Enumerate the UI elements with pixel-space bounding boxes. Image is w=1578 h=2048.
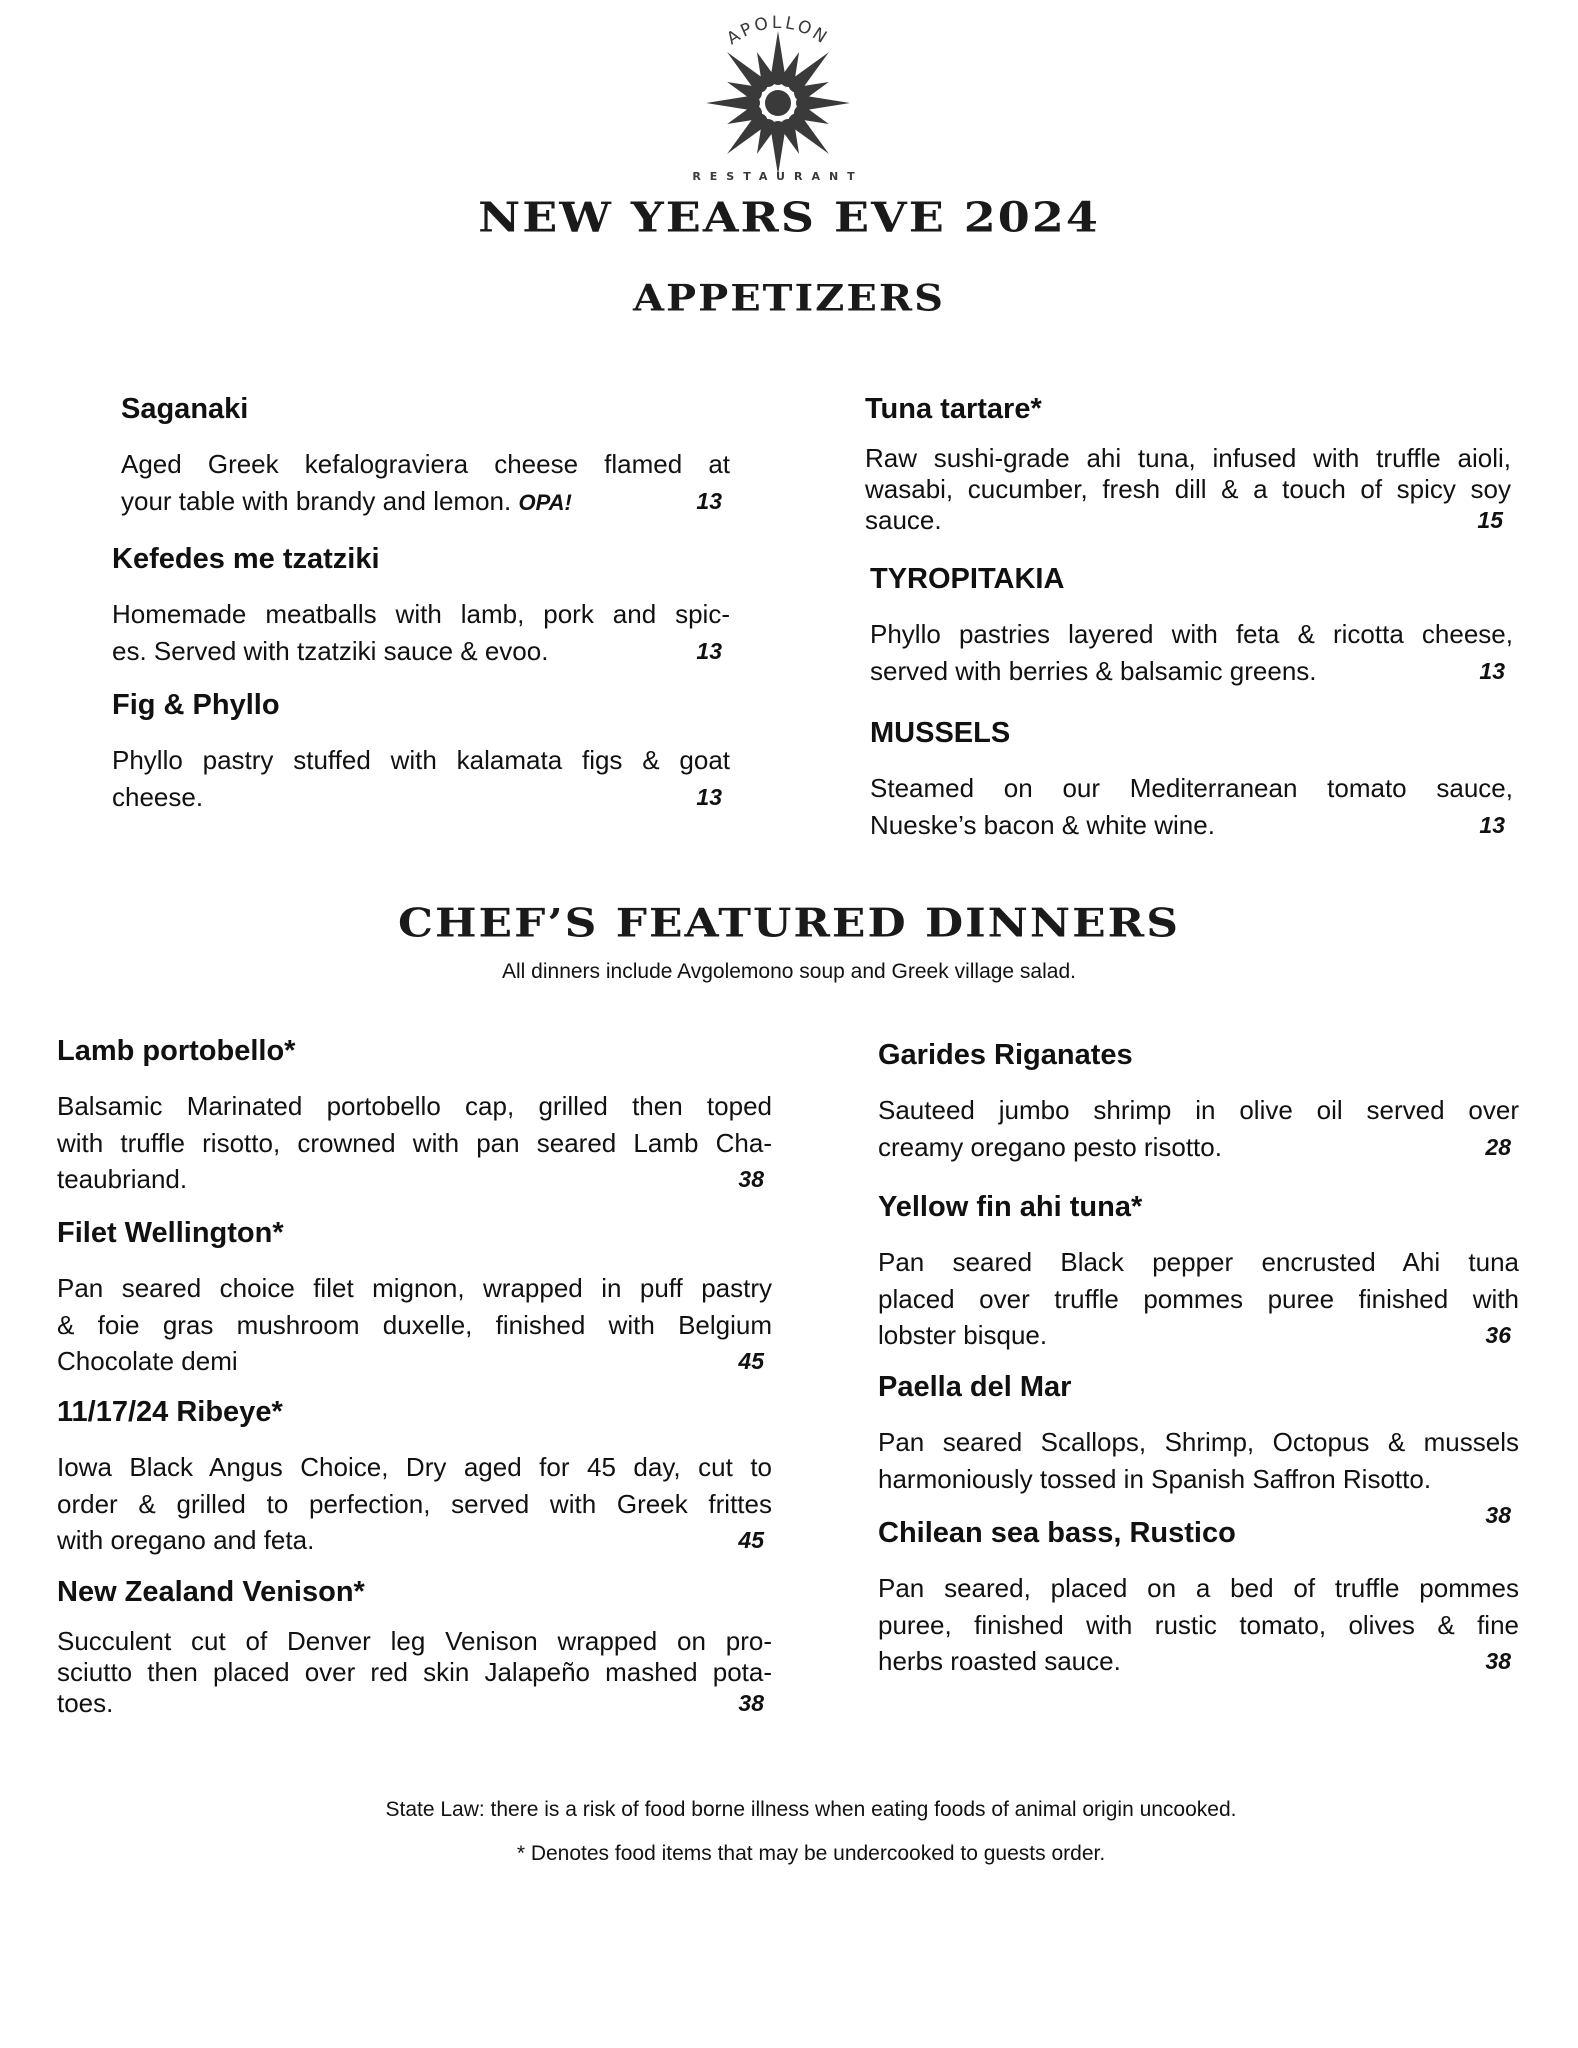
description-line [57,1125,772,1162]
item-description [865,443,1511,536]
description-line [57,1307,772,1344]
description-text: puree, finished with rustic tomato, olives & fine [878,1609,1519,1640]
description-text: Raw sushi-grade ahi tuna, infused with truffle aioli, [865,443,1511,473]
description-line [57,1161,772,1198]
item-price: 45 [738,1348,764,1374]
appetizer-item [870,561,1513,689]
description-text: herbs roasted sauce. [878,1646,1121,1676]
apollon-logo [688,8,868,183]
description-line [878,1092,1519,1129]
description-text: sauce. [865,505,942,535]
description-text: creamy oregano pesto risotto. [878,1131,1222,1162]
description-line [878,1461,1519,1498]
description-line [870,616,1513,653]
description-text: with oregano and feta. [57,1525,315,1555]
description-text: Balsamic Marinated portobello cap, grilled then toped [57,1091,772,1121]
item-price: 13 [1479,657,1505,684]
description-text: with truffle risotto, crowned with pan seared Lamb Cha- [57,1127,772,1158]
svg-text:RESTAURANT: RESTAURANT [692,170,864,183]
description-text: lobster bisque. [878,1320,1048,1350]
appetizer-item [112,541,730,669]
item-name: MUSSELS [870,717,1011,749]
item-name: Chilean sea bass, Rustico [878,1517,1236,1549]
description-line [57,1486,772,1523]
item-name: Saganaki [121,393,249,425]
description-line [878,1643,1519,1680]
description-line [57,1088,772,1125]
dinner-item [878,1189,1519,1354]
item-price: 38 [1485,1501,1511,1528]
item-price: 13 [696,487,722,514]
description-line [112,779,730,816]
description-text: your table with brandy and lemon. [121,485,512,516]
description-line [878,1424,1519,1461]
item-price: 38 [738,1166,764,1192]
item-name: Filet Wellington* [57,1217,284,1249]
description-text: Chocolate demi [57,1346,238,1376]
item-price: 36 [1485,1322,1511,1348]
description-text: served with berries & balsamic greens. [870,655,1317,686]
item-price: 38 [738,1690,764,1716]
dinners-subheading: All dinners include Avgolemono soup and Greek village salad. [502,960,1076,983]
description-text: Pan seared, placed on a bed of truffle pommes [878,1573,1519,1603]
description-text: order & grilled to perfection, served with Greek frittes [57,1488,772,1519]
description-line [878,1570,1519,1607]
description-text: Pan seared choice filet mignon, wrapped in puff pastry [57,1273,772,1303]
description-line [57,1449,772,1486]
description-text: Homemade meatballs with lamb, pork and spic- [112,599,730,629]
description-line [57,1657,772,1688]
description-line [870,770,1513,807]
item-description [878,1092,1519,1165]
description-line [112,633,730,670]
item-name: Lamb portobello* [57,1035,296,1067]
description-text: Phyllo pastry stuffed with kalamata figs & goat [112,745,730,775]
description-line [57,1688,772,1719]
dinner-item [57,1033,772,1198]
item-description [112,742,730,815]
description-line [121,446,730,483]
item-price: 13 [696,637,722,664]
item-name: Tuna tartare* [865,393,1042,425]
description-line [57,1343,772,1380]
opa-exclaim: OPA! [518,489,572,515]
appetizer-item [112,687,730,815]
svg-text:APOLLON: APOLLON [723,12,833,50]
description-text: Nueske’s bacon & white wine. [870,809,1215,840]
description-text: es. Served with tzatziki sauce & evoo. [112,635,549,666]
item-price: 28 [1485,1133,1511,1160]
description-line [112,596,730,633]
description-line [865,443,1511,474]
appetizer-item [865,391,1511,536]
item-name: 11/17/24 Ribeye* [57,1396,283,1428]
item-description [878,1244,1519,1354]
description-line [112,742,730,779]
description-text: toes. [57,1688,114,1718]
dinner-item [57,1574,772,1719]
item-description [870,770,1513,843]
item-description [878,1424,1519,1528]
description-text: Sauteed jumbo shrimp in olive oil served over [878,1095,1519,1125]
description-text: Aged Greek kefalograviera cheese flamed at [121,449,730,479]
description-text: harmoniously tossed in Spanish Saffron Risotto. [878,1463,1432,1494]
sunburst-logo-icon [688,8,868,183]
item-name: Fig & Phyllo [112,689,280,721]
state-law-notice: State Law: there is a risk of food borne illness when eating foods of animal origin uncooked. [385,1798,1237,1821]
item-price: 15 [1477,507,1503,533]
description-line [57,1522,772,1559]
item-name: TYROPITAKIA [870,563,1065,595]
description-text: & foie gras mushroom duxelle, finished with Belgium [57,1309,772,1340]
item-description [870,616,1513,689]
description-text: Steamed on our Mediterranean tomato sauce, [870,773,1513,803]
description-text: Succulent cut of Denver leg Venison wrapped on pro- [57,1626,772,1656]
description-text: sciutto then placed over red skin Jalapeño mashed pota- [57,1657,772,1687]
item-name: New Zealand Venison* [57,1576,365,1608]
description-line [870,807,1513,844]
item-price: 13 [1479,811,1505,838]
undercooked-note: * Denotes food items that may be undercooked to guests order. [516,1842,1106,1865]
item-description [112,596,730,669]
item-description [57,1449,772,1559]
appetizers-heading: APPETIZERS [633,277,945,320]
item-name: Garides Riganates [878,1039,1133,1071]
item-name: Paella del Mar [878,1371,1072,1403]
item-description [57,1270,772,1380]
description-line [57,1626,772,1657]
description-text: wasabi, cucumber, fresh dill & a touch of spicy soy [865,474,1511,504]
description-line [870,653,1513,690]
item-price: 13 [696,783,722,810]
dinner-item [57,1215,772,1380]
dinners-heading: CHEF’S FEATURED DINNERS [397,900,1181,947]
item-name: Kefedes me tzatziki [112,543,380,575]
description-line [865,505,1511,536]
description-text: Iowa Black Angus Choice, Dry aged for 45 day, cut to [57,1452,772,1482]
description-line [865,474,1511,505]
dinner-item [57,1394,772,1559]
description-line [878,1129,1519,1166]
dinner-item [878,1037,1519,1165]
description-text: placed over truffle pommes puree finished with [878,1283,1519,1314]
item-description [57,1626,772,1719]
item-description [878,1570,1519,1680]
item-price: 45 [738,1527,764,1553]
description-text: Phyllo pastries layered with feta & ricotta cheese, [870,619,1513,649]
description-line [121,483,730,520]
item-description [57,1088,772,1198]
appetizer-item [121,391,730,519]
description-line [878,1317,1519,1354]
page-title: NEW YEARS EVE 2024 [478,192,1100,242]
appetizer-item [870,715,1513,843]
description-text: cheese. [112,781,204,812]
description-text: teaubriand. [57,1164,188,1194]
item-description [121,446,730,519]
dinner-item [878,1369,1519,1528]
item-price: 38 [1485,1648,1511,1674]
item-name: Yellow fin ahi tuna* [878,1191,1143,1223]
description-text: Pan seared Black pepper encrusted Ahi tuna [878,1247,1519,1277]
description-line [878,1607,1519,1644]
dinner-item [878,1515,1519,1680]
description-line [57,1270,772,1307]
description-text: Pan seared Scallops, Shrimp, Octopus & mussels [878,1427,1519,1457]
description-line [878,1244,1519,1281]
description-line [878,1281,1519,1318]
